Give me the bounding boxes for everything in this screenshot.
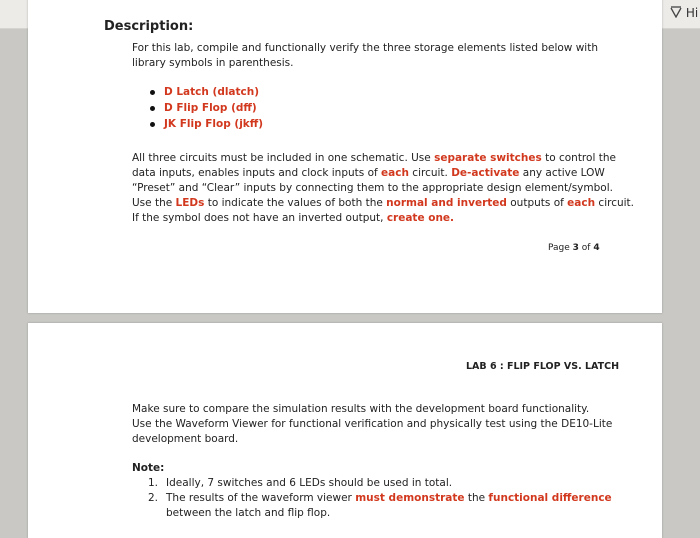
- description-heading: Description:: [104, 19, 194, 34]
- highlighter-icon: [670, 6, 682, 18]
- text-run: outputs of: [506, 197, 568, 209]
- compare-text-line-3: development board.: [132, 433, 239, 445]
- text-run: data inputs, enables inputs and clock inputs of: [132, 167, 382, 179]
- text-run: to indicate the values of both the: [204, 197, 387, 209]
- highlight-text: separate switches: [434, 152, 542, 164]
- highlight-text: functional difference: [488, 492, 612, 504]
- highlight-text: must demonstrate: [355, 492, 465, 504]
- text-run: All three circuits must be included in one schematic. Use: [132, 152, 435, 164]
- paragraph-line: [132, 196, 652, 211]
- text-run: circuit.: [595, 197, 634, 209]
- highlight-text: normal and inverted: [386, 197, 507, 209]
- text-run: The results of the waveform viewer: [166, 492, 356, 504]
- storage-element-list: [146, 84, 263, 132]
- list-item: JK Flip Flop (jkff): [146, 116, 263, 132]
- highlight-text: create one.: [386, 212, 455, 224]
- paragraph-line: [132, 151, 652, 166]
- list-item: [148, 476, 648, 491]
- text-run: If the symbol does not have an inverted output,: [132, 212, 387, 224]
- paragraph-line: [132, 166, 652, 181]
- footer-text: of: [578, 243, 594, 253]
- paragraph-line: “Preset” and “Clear” inputs by connecting them to the appropriate design element/symbol.: [132, 182, 613, 194]
- list-item: [148, 491, 648, 521]
- list-item: D Flip Flop (dff): [146, 100, 263, 116]
- lab-header: LAB 6 : FLIP FLOP VS. LATCH: [466, 361, 620, 372]
- highlight-text: each: [381, 167, 409, 179]
- text-run: to control the: [541, 152, 616, 164]
- compare-text-line-2: Use the Waveform Viewer for functional verification and physically test using the DE10-Lite: [132, 418, 613, 430]
- highlight-text: LEDs: [175, 197, 205, 209]
- note-label: Note:: [132, 462, 165, 474]
- highlight-button[interactable]: [670, 6, 698, 20]
- highlight-label: Hi: [685, 6, 699, 20]
- document-page-3: [28, 0, 662, 313]
- text-run: Use the: [132, 197, 176, 209]
- text-run: any active LOW: [519, 167, 605, 179]
- page-footer: [548, 241, 600, 256]
- list-number: 1.: [148, 477, 159, 489]
- footer-text: Page: [548, 243, 573, 253]
- instructions-paragraph: [132, 151, 652, 226]
- list-item: D Latch (dlatch): [146, 84, 263, 100]
- highlight-text: De-activate: [451, 167, 520, 179]
- page-number: 3: [572, 243, 579, 253]
- document-page-4: [28, 323, 662, 538]
- compare-text-line-1: Make sure to compare the simulation results with the development board functionality.: [132, 403, 590, 415]
- text-run: circuit.: [408, 167, 452, 179]
- note-list: [148, 476, 648, 521]
- list-number: 2.: [148, 492, 159, 504]
- text-run: the: [464, 492, 489, 504]
- intro-text-line-2: library symbols in parenthesis.: [132, 57, 294, 69]
- page-total: 4: [593, 243, 600, 253]
- text-run: between the latch and flip flop.: [166, 507, 331, 519]
- highlight-text: each: [567, 197, 596, 209]
- text-run: Ideally, 7 switches and 6 LEDs should be used in total.: [166, 477, 453, 489]
- intro-text-line-1: For this lab, compile and functionally verify the three storage elements listed below with: [132, 42, 598, 54]
- paragraph-line: [132, 211, 652, 226]
